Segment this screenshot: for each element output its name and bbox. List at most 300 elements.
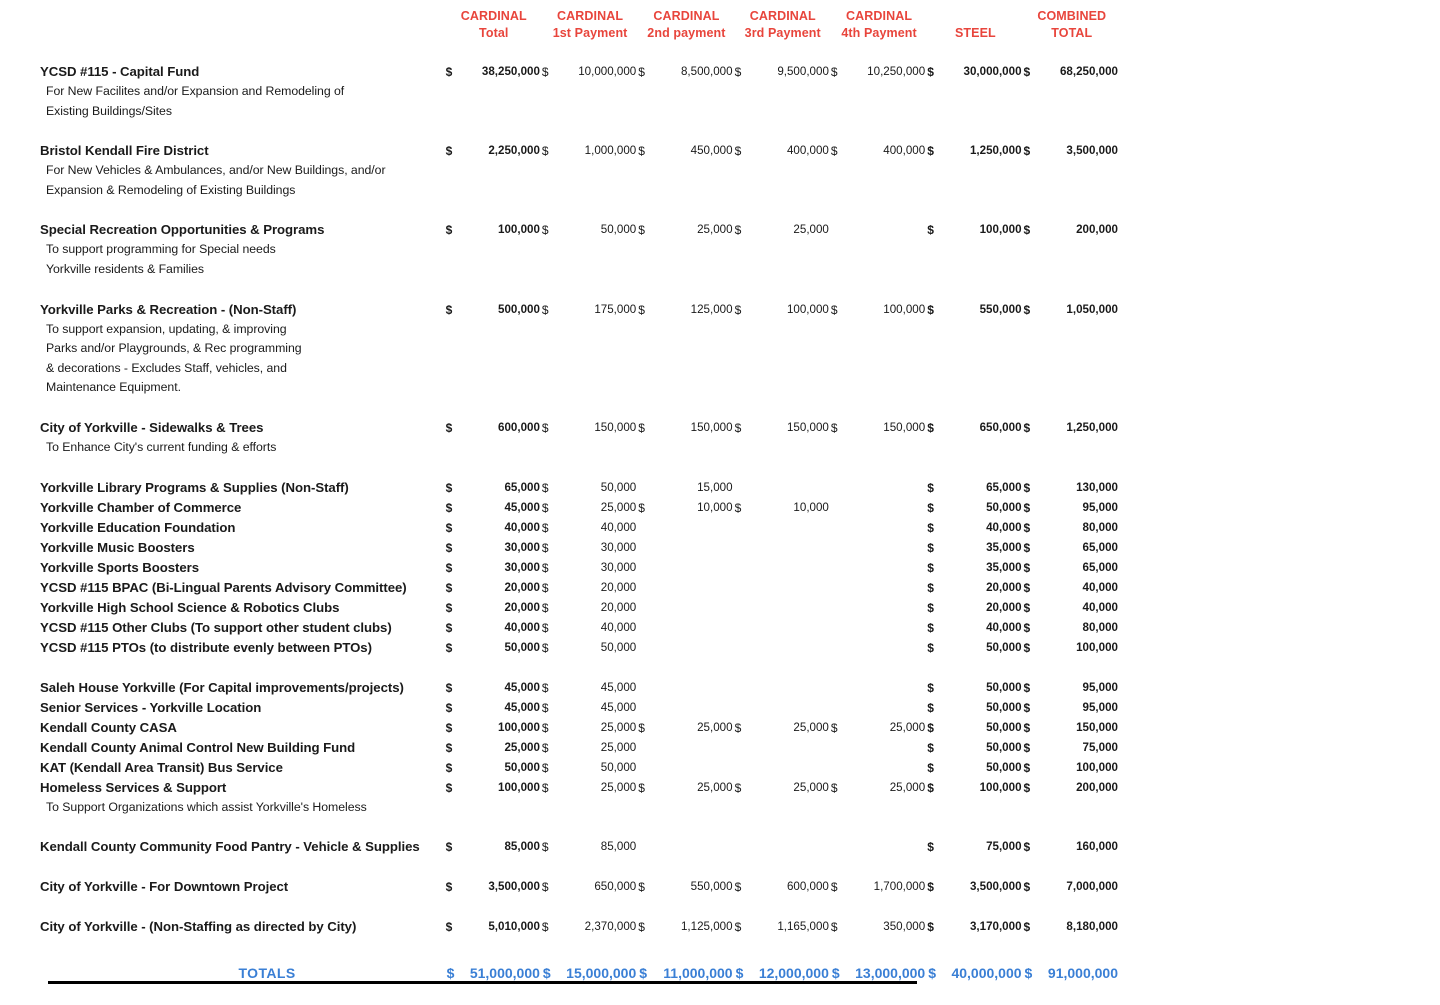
amount-cell: 95,000: [1082, 500, 1118, 514]
amount-cell: 50,000: [986, 740, 1022, 754]
header-line-1: CARDINAL: [653, 9, 720, 23]
currency-symbol: [831, 837, 853, 857]
currency-symbol: $: [445, 760, 453, 775]
currency-symbol: $: [1023, 640, 1031, 655]
currency-symbol: $: [445, 65, 453, 79]
amount-cell: [757, 738, 831, 758]
table-row: [40, 917, 1120, 937]
currency-symbol: $: [445, 144, 453, 159]
funding-allocation-table: [40, 8, 1120, 986]
currency-symbol: $: [734, 223, 742, 238]
amount-cell: 45,000: [600, 700, 637, 714]
currency-symbol: $: [1023, 740, 1031, 755]
currency-symbol: $: [927, 740, 934, 755]
currency-symbol: $: [541, 540, 549, 555]
amount-cell: 80,000: [1082, 520, 1118, 534]
currency-symbol: $: [830, 920, 838, 935]
currency-symbol: $: [541, 500, 549, 515]
amount-cell: [853, 598, 927, 618]
amount-cell: 50,000: [986, 720, 1022, 734]
currency-symbol: [735, 578, 757, 598]
currency-symbol: $: [445, 640, 453, 655]
amount-cell: 3,170,000: [969, 920, 1022, 934]
currency-symbol: $: [541, 740, 549, 755]
currency-symbol: [831, 738, 853, 758]
currency-symbol: $: [541, 880, 549, 895]
amount-cell: 85,000: [600, 840, 637, 854]
row-description-line: To Support Organizations which assist Yorkville's Homeless: [46, 799, 367, 814]
currency-symbol: $: [638, 780, 645, 795]
currency-symbol: $: [638, 880, 645, 895]
amount-cell: [757, 678, 831, 698]
currency-symbol: $: [1023, 600, 1031, 615]
currency-symbol: $: [1023, 480, 1031, 495]
currency-symbol: $: [1023, 65, 1031, 79]
amount-cell: 50,000: [986, 640, 1022, 654]
currency-symbol: $: [927, 420, 934, 435]
currency-symbol: [638, 478, 660, 498]
row-label: KAT (Kendall Area Transit) Bus Service: [40, 759, 283, 775]
amount-cell: 45,000: [504, 700, 540, 714]
currency-symbol: $: [734, 780, 742, 795]
currency-symbol: $: [734, 500, 742, 515]
table-body: [40, 62, 1120, 957]
currency-symbol: $: [445, 480, 453, 495]
amount-cell: 20,000: [986, 600, 1022, 614]
amount-cell: 1,700,000: [873, 880, 926, 894]
amount-cell: 25,000: [504, 740, 540, 754]
row-label: YCSD #115 - Capital Fund For New Facilites and/or Expansion and Remodeling of Existing Buildings/Sites: [40, 62, 446, 121]
currency-symbol: $: [927, 920, 934, 935]
row-label: Bristol Kendall Fire District For New Vehicles & Ambulances, and/or New Buildings, and/or Expansion & Remodeling of Existing Buildings: [40, 141, 446, 200]
currency-symbol: $: [1023, 420, 1031, 435]
table-row: [40, 598, 1120, 618]
header-cardinal-1st-payment: [542, 8, 638, 62]
amount-cell: [661, 598, 735, 618]
currency-symbol: [831, 578, 853, 598]
funding-table-sheet: [0, 8, 1440, 1005]
currency-symbol: $: [638, 144, 645, 159]
amount-cell: 40,000: [1082, 580, 1118, 594]
currency-symbol: [831, 618, 853, 638]
amount-cell: [661, 578, 735, 598]
row-description-line: To Enhance City's current funding & efforts: [46, 439, 277, 454]
currency-symbol: $: [541, 700, 549, 715]
header-line-1: COMBINED: [1037, 9, 1107, 23]
header-line-2: 4th Payment: [841, 26, 917, 40]
amount-cell: 650,000: [979, 420, 1022, 434]
amount-cell: 1,000,000: [584, 144, 637, 158]
amount-cell: 3,500,000: [969, 880, 1022, 894]
currency-symbol: $: [638, 500, 645, 515]
currency-symbol: $: [445, 580, 453, 595]
amount-cell: 75,000: [1082, 740, 1118, 754]
row-spacer: [40, 121, 1120, 141]
header-line-1: CARDINAL: [557, 9, 624, 23]
currency-symbol: $: [638, 720, 645, 735]
currency-symbol: $: [927, 840, 934, 855]
currency-symbol: $: [927, 65, 934, 79]
currency-symbol: $: [445, 540, 453, 555]
currency-symbol: $: [541, 420, 549, 435]
amount-cell: 40,000: [600, 620, 637, 634]
amount-cell: 50,000: [600, 760, 637, 774]
currency-symbol: $: [541, 65, 549, 79]
currency-symbol: $: [445, 500, 453, 515]
amount-cell: [757, 837, 831, 857]
amount-cell: 25,000: [793, 223, 829, 237]
currency-symbol: $: [1023, 780, 1031, 795]
currency-symbol: [638, 598, 660, 618]
table-row: [40, 778, 1120, 818]
currency-symbol: $: [1023, 144, 1031, 159]
row-description-line: For New Vehicles & Ambulances, and/or New Buildings, and/or: [46, 163, 386, 178]
amount-cell: 100,000: [883, 302, 926, 316]
amount-cell: 1,125,000: [680, 920, 733, 934]
currency-symbol: $: [1023, 760, 1031, 775]
row-label: YCSD #115 PTOs (to distribute evenly between PTOs): [40, 639, 372, 655]
header-line-1: CARDINAL: [749, 9, 816, 23]
amount-cell: 95,000: [1082, 700, 1118, 714]
totals-underline-rule: [48, 981, 917, 984]
amount-cell: 5,010,000: [488, 920, 540, 934]
currency-symbol: $: [541, 560, 549, 575]
header-line-2: Total: [479, 26, 509, 40]
currency-symbol: $: [541, 680, 549, 695]
amount-cell: [757, 758, 831, 778]
amount-cell: [661, 618, 735, 638]
currency-symbol: $: [927, 680, 934, 695]
totals-amount-cell: 11,000,000: [663, 965, 733, 982]
amount-cell: [853, 578, 927, 598]
totals-label: TOTALS: [238, 965, 296, 982]
table-row: [40, 62, 1120, 121]
amount-cell: 9,500,000: [777, 65, 829, 78]
header-line-2: 3rd Payment: [744, 26, 821, 40]
amount-cell: [757, 598, 831, 618]
currency-symbol: $: [830, 65, 838, 79]
currency-symbol: $: [1023, 540, 1031, 555]
currency-symbol: $: [1023, 580, 1031, 595]
amount-cell: [853, 498, 927, 518]
currency-symbol: $: [541, 144, 549, 159]
currency-symbol: $: [541, 600, 549, 615]
currency-symbol: [735, 518, 757, 538]
amount-cell: [853, 698, 927, 718]
currency-symbol: $: [1023, 223, 1031, 238]
currency-symbol: $: [927, 560, 934, 575]
amount-cell: 25,000: [889, 720, 926, 734]
amount-cell: 100,000: [1076, 640, 1118, 654]
table-row: [40, 618, 1120, 638]
amount-cell: 100,000: [1076, 760, 1118, 774]
table-row: [40, 418, 1120, 458]
table-row: [40, 837, 1120, 857]
currency-symbol: $: [927, 640, 934, 655]
currency-symbol: $: [445, 420, 453, 435]
currency-symbol: [735, 758, 757, 778]
amount-cell: 15,000: [697, 480, 733, 494]
row-label: Yorkville Music Boosters: [40, 539, 195, 555]
row-label: City of Yorkville - For Downtown Project: [40, 879, 289, 895]
table-row: [40, 578, 1120, 598]
amount-cell: 500,000: [498, 302, 540, 316]
currency-symbol: $: [541, 720, 549, 735]
currency-symbol: [831, 758, 853, 778]
row-spacer: [40, 658, 1120, 678]
row-spacer: [40, 458, 1120, 478]
currency-symbol: $: [927, 880, 934, 895]
currency-symbol: $: [734, 420, 742, 435]
currency-symbol: $: [1023, 920, 1031, 935]
amount-cell: 400,000: [883, 144, 926, 158]
table-row: [40, 558, 1120, 578]
currency-symbol: $: [927, 302, 934, 317]
row-label: Kendall County Community Food Pantry - Vehicle & Supplies: [40, 839, 420, 855]
table-row: [40, 678, 1120, 698]
currency-symbol: $: [541, 480, 549, 495]
amount-cell: 400,000: [786, 144, 829, 158]
currency-symbol: $: [445, 600, 453, 615]
totals-currency-symbol: $: [831, 965, 840, 982]
amount-cell: [853, 758, 927, 778]
amount-cell: 8,500,000: [680, 65, 733, 78]
amount-cell: 25,000: [793, 780, 829, 794]
amount-cell: 25,000: [697, 223, 733, 237]
row-description-line: Yorkville residents & Families: [46, 261, 204, 276]
row-label: Homeless Services & Support To Support Organizations which assist Yorkville's Homeless: [40, 778, 446, 818]
amount-cell: 200,000: [1076, 780, 1118, 794]
currency-symbol: $: [638, 223, 645, 238]
row-label: Kendall County CASA: [40, 719, 177, 735]
amount-cell: 65,000: [1082, 540, 1118, 554]
amount-cell: [853, 738, 927, 758]
amount-cell: [757, 538, 831, 558]
totals-amount-cell: 12,000,000: [758, 965, 829, 982]
currency-symbol: $: [927, 540, 934, 555]
row-label: Yorkville Education Foundation: [40, 519, 236, 535]
amount-cell: 30,000: [600, 560, 637, 574]
currency-symbol: [831, 598, 853, 618]
currency-symbol: $: [445, 520, 453, 535]
amount-cell: 150,000: [690, 420, 733, 434]
amount-cell: 125,000: [690, 302, 733, 316]
currency-symbol: [831, 478, 853, 498]
amount-cell: 25,000: [697, 780, 733, 794]
header-cardinal-4th-payment: [831, 8, 927, 62]
row-label: Special Recreation Opportunities & Programs To support programming for Special needs Yorkville residents & Families: [40, 220, 446, 279]
currency-symbol: $: [734, 720, 742, 735]
currency-symbol: $: [927, 760, 934, 775]
amount-cell: 20,000: [504, 580, 540, 594]
header-label-column: [40, 8, 446, 62]
row-spacer: [40, 280, 1120, 300]
currency-symbol: [638, 678, 660, 698]
currency-symbol: $: [830, 302, 838, 317]
row-description-line: For New Facilites and/or Expansion and Remodeling of: [46, 84, 345, 98]
amount-cell: 100,000: [979, 780, 1022, 794]
amount-cell: 38,250,000: [481, 65, 540, 78]
amount-cell: 25,000: [600, 740, 637, 754]
row-label: Yorkville Library Programs & Supplies (Non-Staff): [40, 479, 349, 495]
amount-cell: 45,000: [504, 500, 540, 514]
currency-symbol: $: [638, 65, 645, 79]
currency-symbol: [735, 698, 757, 718]
amount-cell: 1,165,000: [777, 920, 829, 934]
row-spacer: [40, 200, 1120, 220]
currency-symbol: $: [541, 920, 549, 935]
row-label: Senior Services - Yorkville Location: [40, 699, 262, 715]
currency-symbol: [735, 598, 757, 618]
amount-cell: 65,000: [1082, 560, 1118, 574]
table-row: [40, 220, 1120, 279]
totals-currency-symbol: $: [735, 965, 744, 982]
amount-cell: 40,000: [986, 620, 1022, 634]
amount-cell: [853, 638, 927, 658]
amount-cell: 20,000: [504, 600, 540, 614]
amount-cell: 40,000: [504, 520, 540, 534]
row-label: City of Yorkville - (Non-Staffing as directed by City): [40, 919, 357, 935]
currency-symbol: $: [927, 480, 934, 495]
header-cardinal-total: [446, 8, 542, 62]
amount-cell: [661, 837, 735, 857]
currency-symbol: $: [638, 302, 645, 317]
currency-symbol: $: [927, 223, 934, 238]
amount-cell: 8,180,000: [1066, 920, 1118, 934]
currency-symbol: $: [927, 500, 934, 515]
row-description-line: & decorations - Excludes Staff, vehicles, and: [46, 360, 287, 375]
currency-symbol: [735, 478, 757, 498]
currency-symbol: $: [1023, 620, 1031, 635]
amount-cell: 45,000: [600, 680, 637, 694]
amount-cell: 160,000: [1076, 840, 1118, 854]
currency-symbol: $: [1023, 720, 1031, 735]
totals-currency-symbol: $: [542, 965, 551, 982]
row-label: Yorkville High School Science & Robotics Clubs: [40, 599, 340, 615]
currency-symbol: $: [830, 420, 838, 435]
amount-cell: [661, 538, 735, 558]
table-header: [40, 8, 1120, 62]
amount-cell: 25,000: [889, 780, 926, 794]
amount-cell: 80,000: [1082, 620, 1118, 634]
table-row: [40, 758, 1120, 778]
amount-cell: [757, 618, 831, 638]
amount-cell: 10,000: [793, 500, 829, 514]
header-combined-total: [1024, 8, 1120, 62]
table-row: [40, 718, 1120, 738]
row-label: Yorkville Chamber of Commerce: [40, 499, 242, 515]
amount-cell: 35,000: [986, 560, 1022, 574]
currency-symbol: $: [445, 302, 453, 317]
amount-cell: 130,000: [1076, 480, 1118, 494]
currency-symbol: $: [445, 880, 453, 895]
currency-symbol: $: [445, 223, 453, 238]
header-cardinal-2nd-payment: [638, 8, 734, 62]
currency-symbol: $: [445, 700, 453, 715]
amount-cell: 1,250,000: [969, 144, 1022, 158]
amount-cell: 100,000: [979, 223, 1022, 237]
currency-symbol: $: [734, 144, 742, 159]
amount-cell: 50,000: [600, 640, 637, 654]
amount-cell: [661, 758, 735, 778]
row-description-line: To support programming for Special needs: [46, 242, 276, 257]
header-steel: [927, 8, 1023, 62]
totals-currency-symbol: $: [639, 965, 648, 982]
totals-amount-cell: 91,000,000: [1047, 965, 1118, 982]
amount-cell: 175,000: [594, 302, 637, 316]
currency-symbol: $: [1023, 302, 1031, 317]
amount-cell: 450,000: [690, 144, 733, 158]
currency-symbol: [831, 638, 853, 658]
amount-cell: 95,000: [1082, 680, 1118, 694]
table-row: [40, 141, 1120, 200]
currency-symbol: $: [445, 560, 453, 575]
row-description-line: To support expansion, updating, & improving: [46, 321, 287, 336]
amount-cell: 650,000: [594, 880, 637, 894]
amount-cell: [661, 698, 735, 718]
currency-symbol: [638, 738, 660, 758]
currency-symbol: [831, 678, 853, 698]
table-row: [40, 518, 1120, 538]
amount-cell: 100,000: [498, 720, 540, 734]
currency-symbol: [831, 698, 853, 718]
amount-cell: [661, 738, 735, 758]
row-label: YCSD #115 Other Clubs (To support other student clubs): [40, 619, 392, 635]
row-label: Kendall County Animal Control New Building Fund: [40, 739, 356, 755]
table-row: [40, 498, 1120, 518]
amount-cell: 550,000: [690, 880, 733, 894]
currency-symbol: $: [541, 760, 549, 775]
amount-cell: 50,000: [600, 480, 637, 494]
table-row: [40, 877, 1120, 897]
row-label: Saleh House Yorkville (For Capital improvements/projects): [40, 679, 404, 695]
amount-cell: 40,000: [986, 520, 1022, 534]
header-cardinal-3rd-payment: [735, 8, 831, 62]
currency-symbol: $: [927, 144, 934, 159]
currency-symbol: $: [927, 700, 934, 715]
currency-symbol: [638, 578, 660, 598]
amount-cell: 7,000,000: [1066, 880, 1118, 894]
amount-cell: 25,000: [600, 500, 637, 514]
row-spacer: [40, 398, 1120, 418]
currency-symbol: [735, 837, 757, 857]
currency-symbol: $: [1023, 680, 1031, 695]
currency-symbol: $: [927, 600, 934, 615]
amount-cell: 50,000: [986, 760, 1022, 774]
amount-cell: 3,500,000: [488, 880, 540, 894]
amount-cell: 600,000: [786, 880, 829, 894]
amount-cell: [853, 837, 927, 857]
currency-symbol: $: [1023, 500, 1031, 515]
currency-symbol: [638, 638, 660, 658]
amount-cell: [757, 558, 831, 578]
amount-cell: 75,000: [986, 840, 1022, 854]
amount-cell: 150,000: [1076, 720, 1118, 734]
amount-cell: [853, 618, 927, 638]
currency-symbol: [831, 498, 853, 518]
currency-symbol: [831, 538, 853, 558]
row-label: YCSD #115 BPAC (Bi-Lingual Parents Advisory Committee): [40, 579, 407, 595]
currency-symbol: $: [541, 840, 549, 855]
amount-cell: 50,000: [986, 680, 1022, 694]
currency-symbol: $: [445, 740, 453, 755]
currency-symbol: $: [927, 580, 934, 595]
currency-symbol: $: [445, 840, 453, 855]
amount-cell: [757, 578, 831, 598]
amount-cell: 1,250,000: [1066, 420, 1118, 434]
currency-symbol: $: [927, 780, 934, 795]
table-row: [40, 478, 1120, 498]
